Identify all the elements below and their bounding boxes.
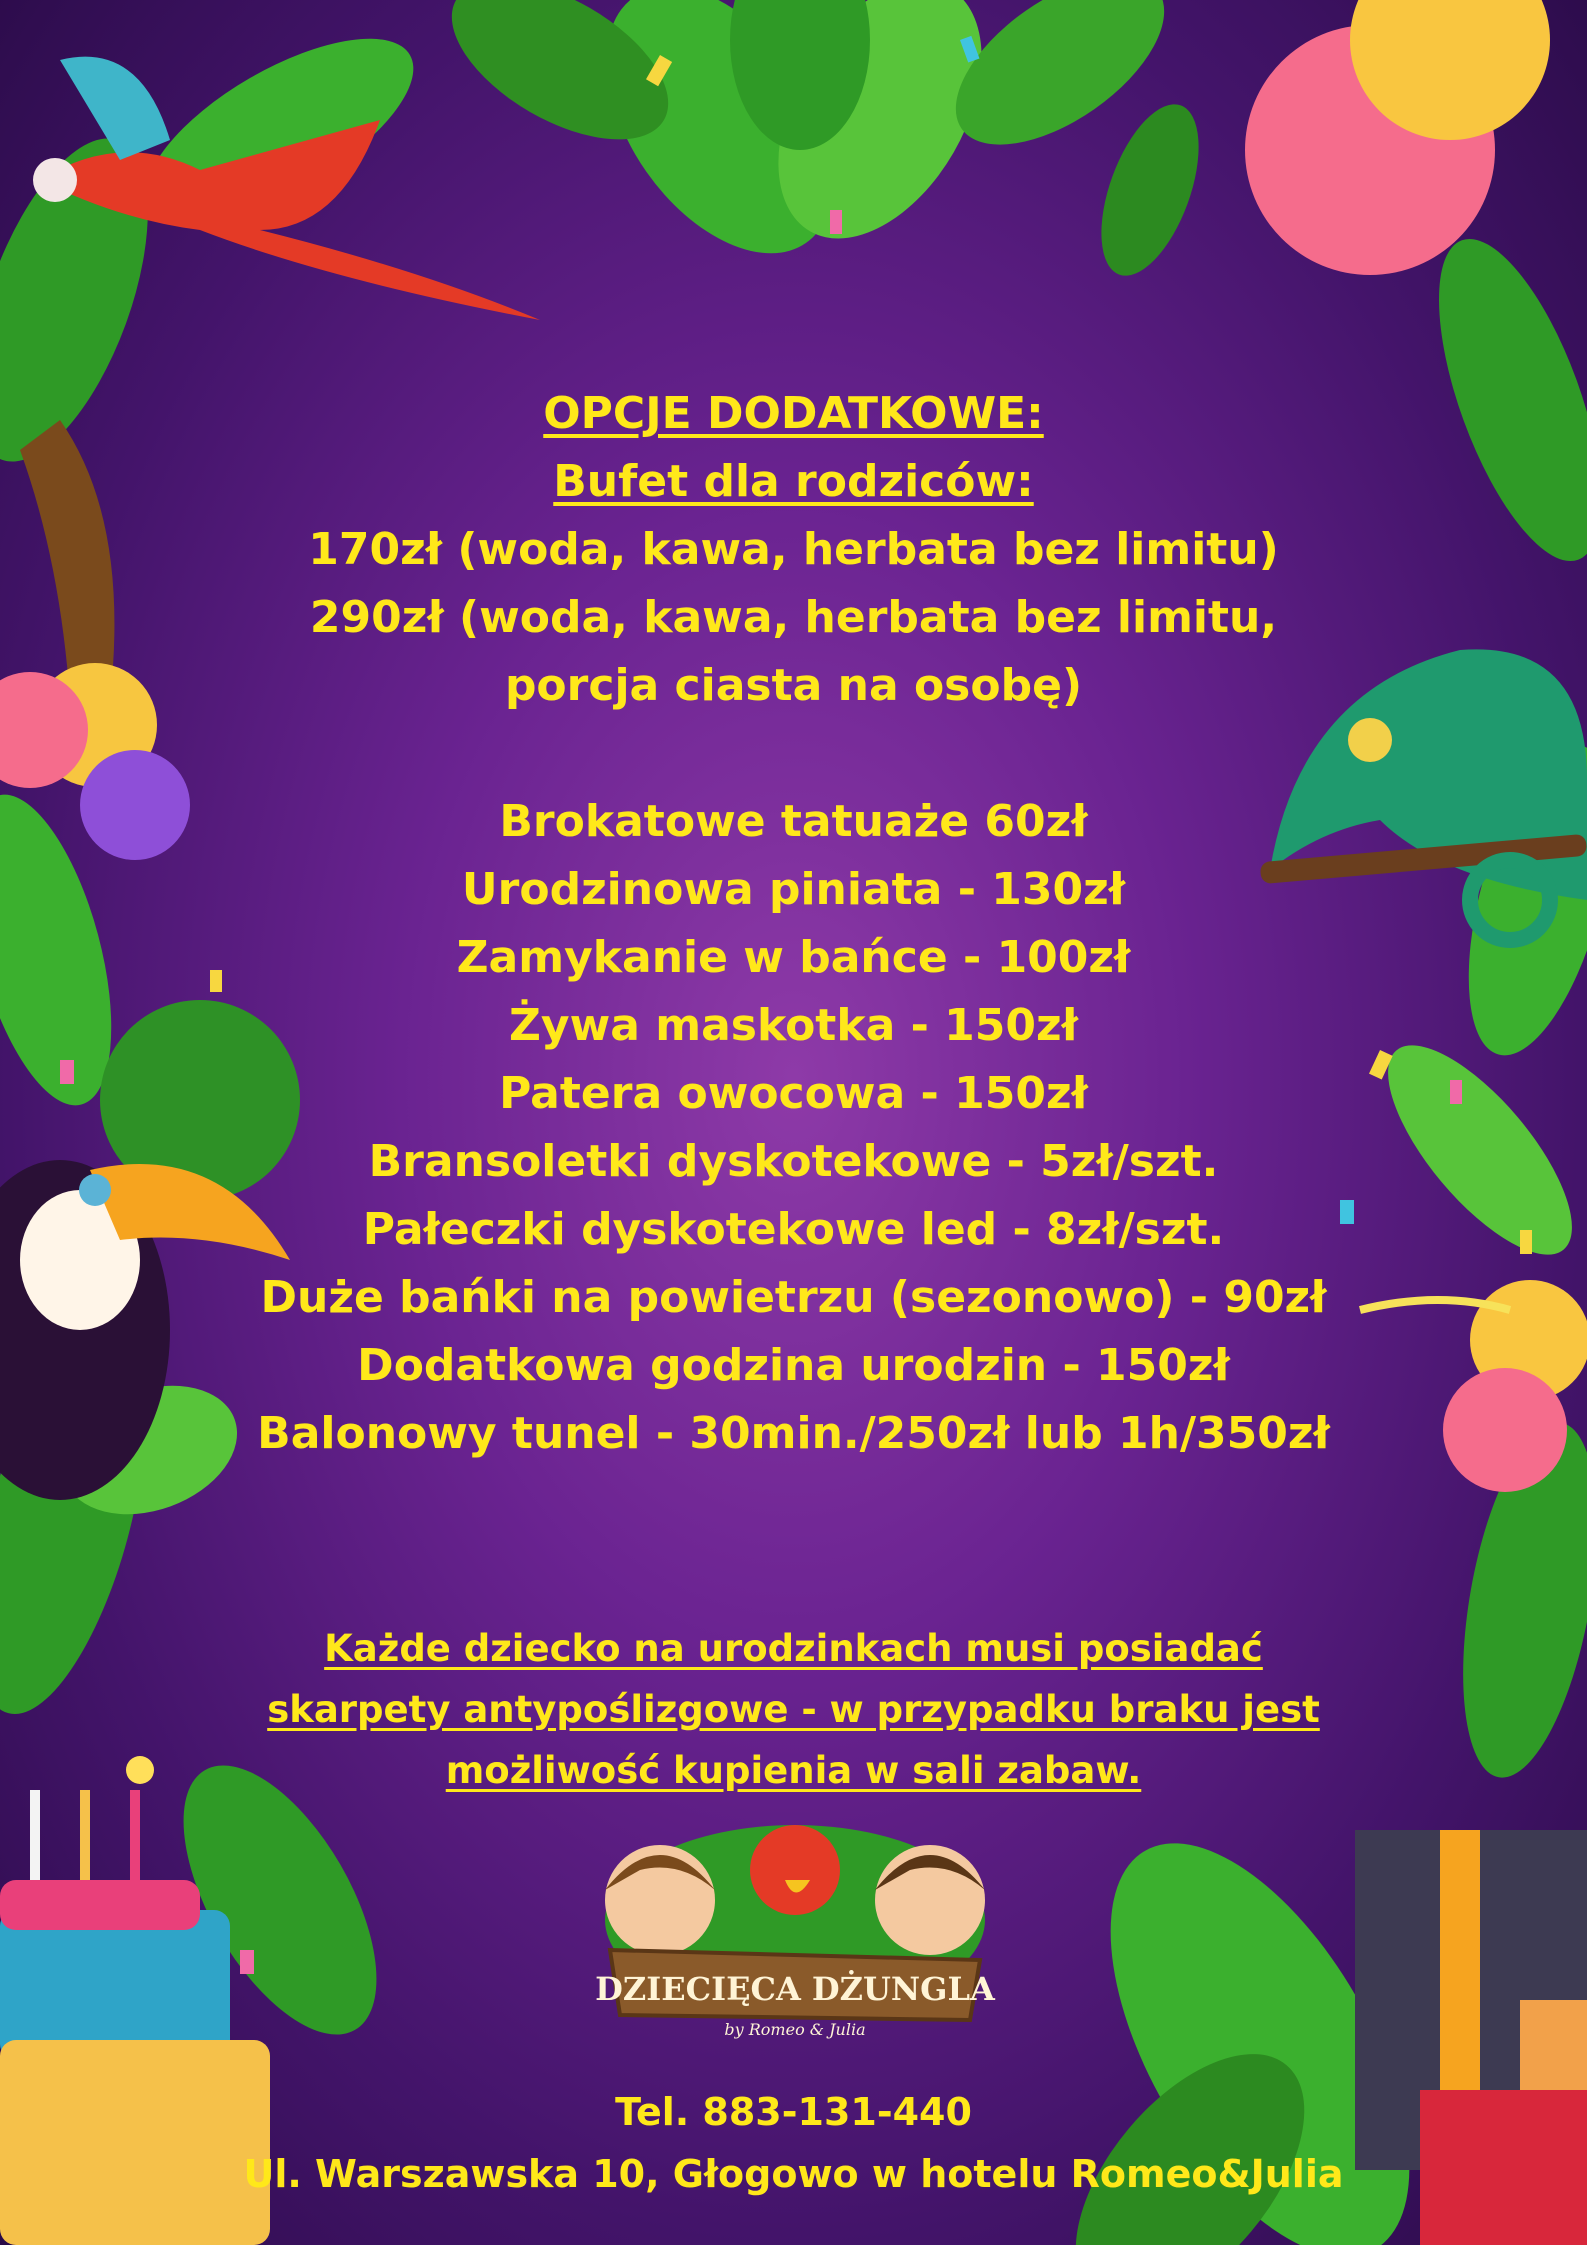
option-item: Pałeczki dyskotekowe led - 8zł/szt. xyxy=(362,1204,1225,1255)
option-item: Urodzinowa piniata - 130zł xyxy=(461,864,1126,915)
socks-notice: Każde dziecko na urodzinkach musi posiadać xyxy=(324,1627,1263,1670)
buffet-line: porcja ciasta na osobę) xyxy=(504,660,1083,711)
logo-tagline: by Romeo & Julia xyxy=(724,2020,866,2039)
buffet-line: 290zł (woda, kawa, herbata bez limitu, xyxy=(309,592,1278,643)
logo-name: DZIECIĘCA DŻUNGLA xyxy=(595,1970,995,2008)
option-item: Zamykanie w bańce - 100zł xyxy=(456,932,1131,983)
address: Ul. Warszawska 10, Głogowo w hotelu Romeo&Julia xyxy=(243,2152,1344,2196)
option-item: Patera owocowa - 150zł xyxy=(499,1068,1088,1119)
phone-number: Tel. 883-131-440 xyxy=(615,2090,972,2134)
option-item: Bransoletki dyskotekowe - 5zł/szt. xyxy=(368,1136,1219,1187)
socks-notice: możliwość kupienia w sali zabaw. xyxy=(445,1749,1142,1792)
socks-notice: skarpety antypoślizgowe - w przypadku braku jest xyxy=(267,1688,1320,1731)
option-item: Żywa maskotka - 150zł xyxy=(509,1000,1078,1051)
buffet-heading: Bufet dla rodziców: xyxy=(553,456,1034,507)
option-item: Brokatowe tatuaże 60zł xyxy=(499,796,1088,847)
options-heading: OPCJE DODATKOWE: xyxy=(543,388,1044,439)
brand-logo xyxy=(580,1810,1010,2070)
option-item: Dodatkowa godzina urodzin - 150zł xyxy=(357,1340,1230,1391)
logo-artwork xyxy=(580,1810,1010,2070)
main-content xyxy=(0,380,1587,1801)
top-leaves xyxy=(426,0,1218,294)
buffet-line: 170zł (woda, kawa, herbata bez limitu) xyxy=(308,524,1279,575)
option-item: Balonowy tunel - 30min./250zł lub 1h/350zł xyxy=(257,1408,1330,1459)
option-item: Duże bańki na powietrzu (sezonowo) - 90zł xyxy=(260,1272,1327,1323)
